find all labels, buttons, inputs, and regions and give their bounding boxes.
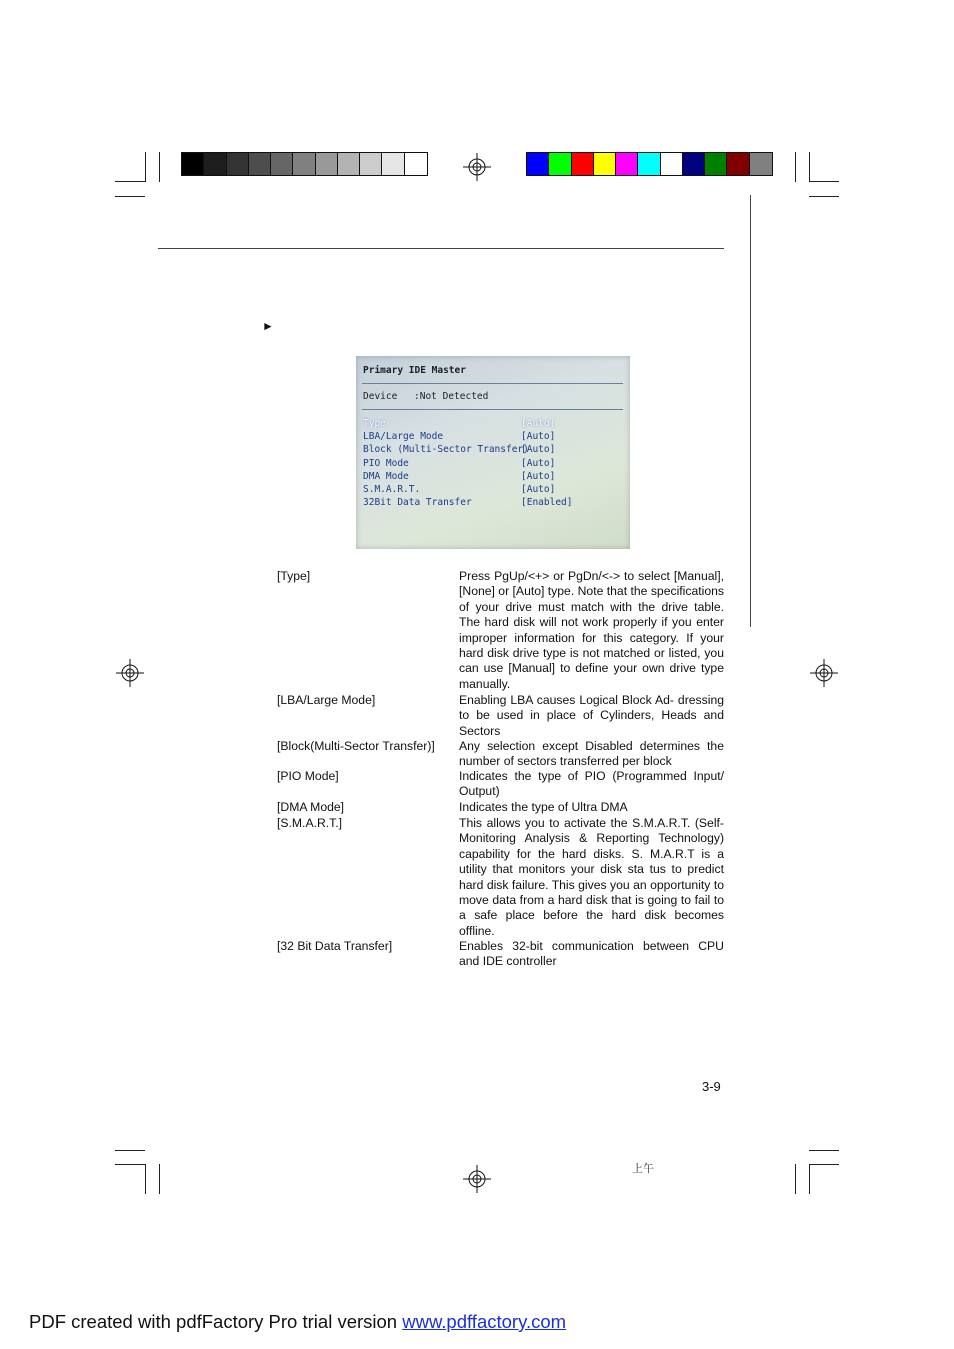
- color-calibration-bar: [526, 152, 773, 176]
- header-rule: [158, 248, 724, 249]
- bios-setting-label: LBA/Large Mode: [363, 431, 444, 443]
- bios-setting-label: DMA Mode: [363, 470, 409, 482]
- bios-setting-row[interactable]: [363, 418, 625, 431]
- color-swatch: [182, 153, 204, 175]
- option-description: Enabling LBA causes Logical Block Ad- dressing to be used in place of Cylinders, Heads and Sectors: [459, 693, 724, 738]
- bullet-arrow-icon: ►: [262, 319, 274, 333]
- option-term: [Type]: [277, 569, 311, 583]
- option-term: [S.M.A.R.T.]: [277, 816, 343, 830]
- crop-mark: [159, 1164, 160, 1194]
- option-term: [Block(Multi-Sector Transfer)]: [277, 739, 435, 753]
- color-swatch: [683, 153, 705, 175]
- stray-mark: 上午: [632, 1163, 654, 1175]
- color-swatch: [727, 153, 749, 175]
- bios-setting-label: PIO Mode: [363, 457, 409, 469]
- bios-setting-row[interactable]: [363, 497, 625, 510]
- bios-setting-value[interactable]: [Auto]: [521, 418, 556, 429]
- option-description: Any selection except Disabled determines the number of sectors transferred per block: [459, 739, 724, 769]
- margin-rule: [750, 195, 751, 627]
- color-swatch: [616, 153, 638, 175]
- option-term: [LBA/Large Mode]: [277, 693, 376, 707]
- pdf-footer: [29, 1311, 566, 1333]
- option-description: Press PgUp/<+> or PgDn/<-> to select [Manual], [None] or [Auto] type. Note that the specifications of your drive must match with the drive table. The hard disk will not work properly if you enter improper information for this category. If your hard disk drive type is not matched or listed, you can use [Manual] to define your own drive type manually.: [459, 569, 724, 691]
- grayscale-calibration-bar: [181, 152, 428, 176]
- bios-setting-value[interactable]: [Auto]: [521, 457, 556, 469]
- bios-divider: [362, 409, 623, 410]
- color-swatch: [204, 153, 226, 175]
- color-swatch: [316, 153, 338, 175]
- crop-mark: [115, 181, 145, 182]
- color-swatch: [293, 153, 315, 175]
- bios-setting-label: S.M.A.R.T.: [363, 484, 421, 495]
- crop-mark: [809, 196, 839, 197]
- option-description: Indicates the type of PIO (Programmed Input/ Output): [459, 769, 724, 799]
- page-number: 3-9: [702, 1079, 721, 1094]
- color-swatch: [705, 153, 727, 175]
- crop-mark: [809, 1150, 839, 1151]
- color-swatch: [249, 153, 271, 175]
- crop-mark: [809, 1164, 810, 1194]
- color-swatch: [638, 153, 660, 175]
- bios-setting-value[interactable]: [Enabled]: [521, 497, 573, 509]
- bios-screenshot: [356, 356, 630, 549]
- bios-setting-value[interactable]: [Auto]: [521, 444, 556, 456]
- color-swatch: [360, 153, 382, 175]
- option-term: [PIO Mode]: [277, 769, 339, 783]
- bios-divider: [362, 383, 623, 384]
- crop-mark: [145, 1164, 146, 1194]
- bios-setting-label: 32Bit Data Transfer: [363, 497, 472, 509]
- bios-setting-value[interactable]: [Auto]: [521, 484, 556, 495]
- crop-mark: [145, 152, 146, 182]
- color-swatch: [549, 153, 571, 175]
- crop-mark: [115, 196, 145, 197]
- crop-mark: [115, 1164, 145, 1165]
- registration-mark-icon: [463, 153, 491, 181]
- footer-link[interactable]: www.pdffactory.com: [402, 1311, 567, 1332]
- color-swatch: [405, 153, 427, 175]
- crop-mark: [809, 1164, 839, 1165]
- color-swatch: [594, 153, 616, 175]
- crop-mark: [115, 1150, 145, 1151]
- option-description: Enables 32-bit communication between CPU and IDE controller: [459, 939, 724, 969]
- bios-setting-row[interactable]: [363, 444, 625, 457]
- registration-mark-icon: [810, 659, 838, 687]
- color-swatch: [382, 153, 404, 175]
- color-swatch: [661, 153, 683, 175]
- color-swatch: [572, 153, 594, 175]
- bios-setting-row[interactable]: [363, 458, 625, 471]
- crop-mark: [809, 181, 839, 182]
- color-swatch: [527, 153, 549, 175]
- color-swatch: [750, 153, 772, 175]
- color-swatch: [271, 153, 293, 175]
- bios-setting-value[interactable]: [Auto]: [521, 431, 556, 443]
- color-swatch: [227, 153, 249, 175]
- bios-setting-label: Block (Multi-Sector Transfer): [363, 444, 529, 456]
- bios-setting-row[interactable]: [363, 484, 625, 497]
- option-term: [32 Bit Data Transfer]: [277, 939, 393, 953]
- crop-mark: [159, 152, 160, 182]
- bios-title: Primary IDE Master: [363, 365, 466, 376]
- option-term: [DMA Mode]: [277, 800, 345, 814]
- bios-setting-label: Type: [363, 418, 386, 429]
- footer-text: PDF created with pdfFactory Pro trial version: [29, 1311, 403, 1332]
- color-swatch: [338, 153, 360, 175]
- bios-device-value: :Not Detected: [414, 391, 489, 402]
- bios-setting-row[interactable]: [363, 431, 625, 444]
- bios-device-label: Device: [363, 391, 398, 402]
- registration-mark-icon: [463, 1165, 491, 1193]
- option-description: This allows you to activate the S.M.A.R.T. (Self-Monitoring Analysis & Reporting Technology) capability for the hard disks. S. M.A.R.T is a utility that monitors your disk sta tus to predict hard disk failure. This gives you an opportunity to move data from a hard disk that is going to fail to a safe place before the hard disk becomes offline.: [459, 816, 724, 938]
- bios-setting-value[interactable]: [Auto]: [521, 470, 556, 482]
- crop-mark: [795, 152, 796, 182]
- bios-setting-row[interactable]: [363, 471, 625, 484]
- crop-mark: [809, 152, 810, 182]
- crop-mark: [795, 1164, 796, 1194]
- option-description: Indicates the type of Ultra DMA: [459, 800, 628, 814]
- registration-mark-icon: [116, 659, 144, 687]
